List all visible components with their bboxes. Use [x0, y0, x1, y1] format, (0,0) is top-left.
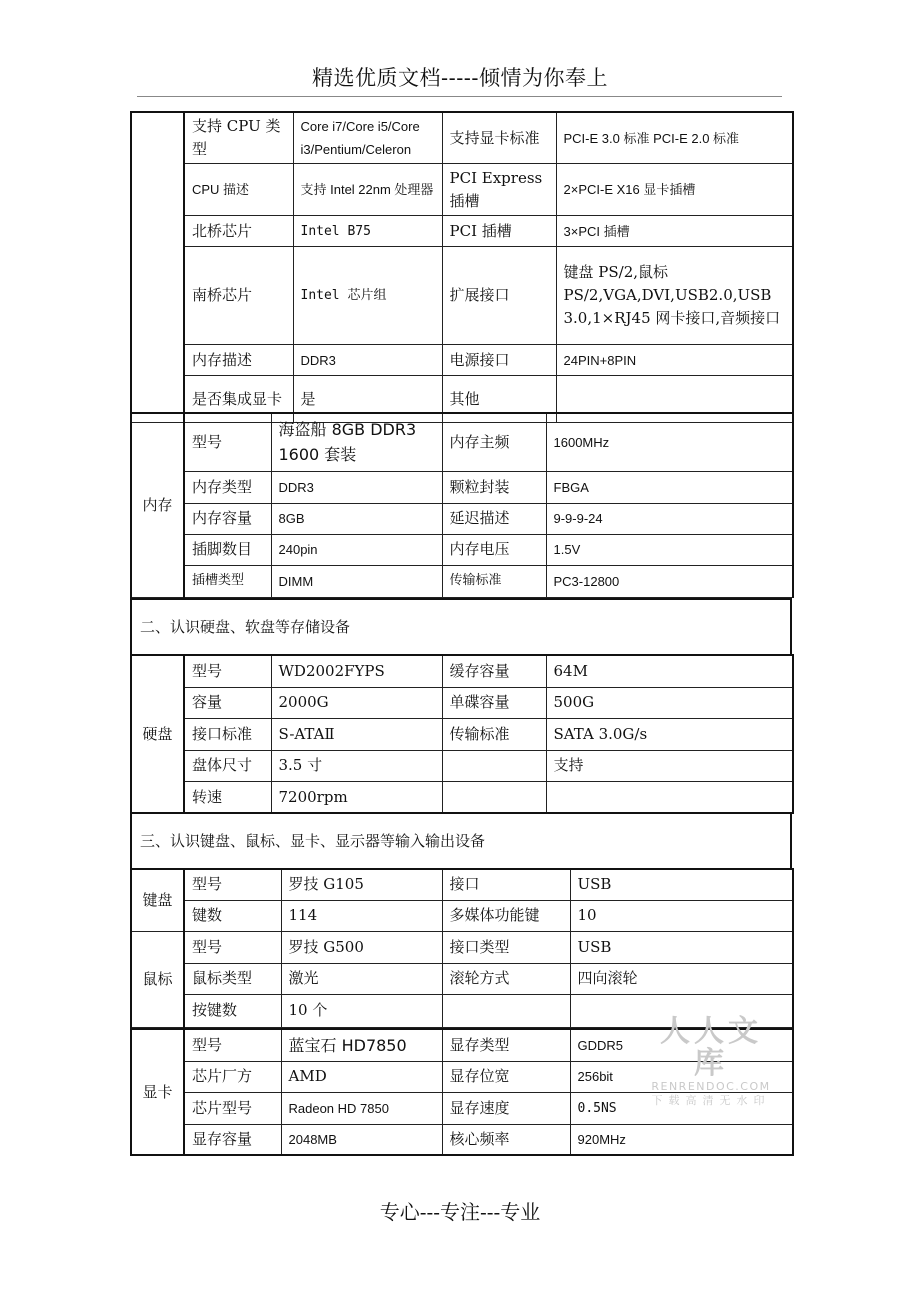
spec-label: 颗粒封装 — [442, 471, 546, 503]
category-label: 硬盘 — [131, 655, 184, 813]
spec-value: S-ATAⅡ — [271, 718, 442, 750]
section-title: 二、认识硬盘、软盘等存储设备 — [131, 599, 791, 655]
watermark-logo — [646, 1016, 776, 1108]
spec-value: DDR3 — [293, 345, 442, 376]
motherboard-spec-table — [130, 111, 794, 423]
table-row — [131, 216, 793, 247]
spec-value: AMD — [281, 1061, 442, 1092]
spec-value: Intel B75 — [293, 216, 442, 247]
spec-label: 缓存容量 — [442, 655, 546, 687]
spec-value: WD2002FYPS — [271, 655, 442, 687]
table-row — [131, 1124, 793, 1155]
spec-label: 接口标准 — [184, 718, 271, 750]
spec-value: 3.5 寸 — [271, 750, 442, 781]
spec-value: 7200rpm — [271, 781, 442, 813]
table-row — [131, 413, 793, 471]
spec-value: GDDR5 — [570, 1029, 793, 1061]
spec-value: 2000G — [271, 687, 442, 718]
spec-value: PC3-12800 — [546, 565, 793, 597]
spec-label: 型号 — [184, 655, 271, 687]
table-row — [131, 655, 793, 687]
spec-value: 8GB — [271, 503, 442, 534]
section-header-storage — [130, 598, 792, 656]
spec-value: 四向滚轮 — [570, 963, 793, 994]
spec-value: 罗技 G500 — [281, 931, 442, 963]
spec-label: 接口 — [442, 869, 570, 900]
table-row — [131, 718, 793, 750]
spec-label: 芯片厂方 — [184, 1061, 281, 1092]
spec-value: USB — [570, 931, 793, 963]
spec-value: SATA 3.0G/s — [546, 718, 793, 750]
spec-value: 是 — [293, 376, 442, 423]
table-row — [131, 164, 793, 216]
spec-label: 型号 — [184, 869, 281, 900]
page-footer: 专心---专注---专业 — [379, 1200, 541, 1224]
spec-value: USB — [570, 869, 793, 900]
table-row — [131, 247, 793, 345]
spec-label: 显存容量 — [184, 1124, 281, 1155]
spec-label — [442, 994, 570, 1027]
spec-value: 24PIN+8PIN — [556, 345, 793, 376]
spec-label: 支持 CPU 类型 — [184, 112, 293, 164]
spec-label: 南桥芯片 — [184, 247, 293, 345]
spec-label: 支持显卡标准 — [442, 112, 556, 164]
spec-value: 蓝宝石 HD7850 — [281, 1029, 442, 1061]
keyboard-mouse-spec-table — [130, 868, 794, 1028]
spec-value: Core i7/Core i5/Core i3/Pentium/Celeron — [293, 112, 442, 164]
spec-value: 2×PCI-E X16 显卡插槽 — [556, 164, 793, 216]
header-divider — [137, 96, 782, 97]
table-row — [131, 781, 793, 813]
spec-label: 北桥芯片 — [184, 216, 293, 247]
spec-value: 激光 — [281, 963, 442, 994]
spec-label: 传输标准 — [442, 718, 546, 750]
spec-value: 920MHz — [570, 1124, 793, 1155]
table-row — [131, 900, 793, 931]
memory-spec-table — [130, 412, 794, 598]
section-title: 三、认识键盘、鼠标、显卡、显示器等输入输出设备 — [131, 813, 791, 869]
spec-label: 键数 — [184, 900, 281, 931]
spec-value: 支持 Intel 22nm 处理器 — [293, 164, 442, 216]
table-row — [131, 750, 793, 781]
spec-label: 转速 — [184, 781, 271, 813]
spec-value: FBGA — [546, 471, 793, 503]
spec-label: 单碟容量 — [442, 687, 546, 718]
spec-label: 按键数 — [184, 994, 281, 1027]
spec-label: 容量 — [184, 687, 271, 718]
spec-label: PCI Express 插槽 — [442, 164, 556, 216]
watermark-tagline: 下载高清无水印 — [651, 1094, 771, 1107]
table-row — [131, 503, 793, 534]
category-label: 内存 — [131, 413, 184, 597]
spec-label: 显存位宽 — [442, 1061, 570, 1092]
spec-value: 海盗船 8GB DDR3 1600 套装 — [271, 413, 442, 471]
spec-value: DDR3 — [271, 471, 442, 503]
spec-label: 鼠标类型 — [184, 963, 281, 994]
spec-value: 500G — [546, 687, 793, 718]
spec-value: 支持 — [546, 750, 793, 781]
table-row — [131, 869, 793, 900]
spec-label: 型号 — [184, 931, 281, 963]
spec-label: 显存速度 — [442, 1092, 570, 1124]
spec-value: 2048MB — [281, 1124, 442, 1155]
spec-label: 内存容量 — [184, 503, 271, 534]
table-row — [131, 565, 793, 597]
spec-value: Radeon HD 7850 — [281, 1092, 442, 1124]
spec-label: 内存电压 — [442, 534, 546, 565]
spec-value: DIMM — [271, 565, 442, 597]
spec-label: CPU 描述 — [184, 164, 293, 216]
spec-label: 型号 — [184, 413, 271, 471]
spec-label: 型号 — [184, 1029, 281, 1061]
table-row — [131, 471, 793, 503]
spec-value: PCI-E 3.0 标准 PCI-E 2.0 标准 — [556, 112, 793, 164]
table-row — [131, 687, 793, 718]
spec-value — [546, 781, 793, 813]
spec-value: 240pin — [271, 534, 442, 565]
spec-value: 0.5NS — [570, 1092, 793, 1124]
table-row — [131, 112, 793, 164]
page-header: 精选优质文档-----倾情为你奉上 — [312, 66, 608, 90]
spec-value: 64M — [546, 655, 793, 687]
spec-label: 核心频率 — [442, 1124, 570, 1155]
spec-label: PCI 插槽 — [442, 216, 556, 247]
spec-label: 多媒体功能键 — [442, 900, 570, 931]
category-label: 键盘 — [131, 869, 184, 931]
spec-label: 内存描述 — [184, 345, 293, 376]
spec-label: 芯片型号 — [184, 1092, 281, 1124]
spec-value: 1.5V — [546, 534, 793, 565]
table-row — [131, 534, 793, 565]
spec-label: 接口类型 — [442, 931, 570, 963]
spec-label: 盘体尺寸 — [184, 750, 271, 781]
table-row — [131, 599, 791, 655]
spec-value: 10 个 — [281, 994, 442, 1027]
spec-label: 内存主频 — [442, 413, 546, 471]
spec-value: 键盘 PS/2,鼠标 PS/2,VGA,DVI,USB2.0,USB 3.0,1×RJ45 网卡接口,音频接口 — [556, 247, 793, 345]
spec-value: 114 — [281, 900, 442, 931]
spec-value: 1600MHz — [546, 413, 793, 471]
spec-label: 是否集成显卡 — [184, 376, 293, 423]
spec-label: 插脚数目 — [184, 534, 271, 565]
table-row — [131, 345, 793, 376]
watermark-domain: RENRENDOC.COM — [651, 1080, 771, 1093]
spec-value: 3×PCI 插槽 — [556, 216, 793, 247]
spec-label — [442, 750, 546, 781]
section-header-io — [130, 812, 792, 870]
spec-value: Intel 芯片组 — [293, 247, 442, 345]
spec-label: 电源接口 — [442, 345, 556, 376]
spec-label: 传输标准 — [442, 565, 546, 597]
category-label: 鼠标 — [131, 931, 184, 1027]
spec-label: 内存类型 — [184, 471, 271, 503]
category-cell-empty — [131, 112, 184, 423]
spec-label: 滚轮方式 — [442, 963, 570, 994]
table-row — [131, 813, 791, 869]
spec-value: 10 — [570, 900, 793, 931]
spec-label: 扩展接口 — [442, 247, 556, 345]
spec-label: 插槽类型 — [184, 565, 271, 597]
spec-value: 256bit — [570, 1061, 793, 1092]
watermark-title: 人人文库 — [660, 1014, 762, 1081]
spec-label: 延迟描述 — [442, 503, 546, 534]
spec-label: 其他 — [442, 376, 556, 423]
category-label: 显卡 — [131, 1029, 184, 1155]
table-row — [131, 931, 793, 963]
spec-value: 9-9-9-24 — [546, 503, 793, 534]
spec-value: 罗技 G105 — [281, 869, 442, 900]
table-row — [131, 963, 793, 994]
harddisk-spec-table — [130, 654, 794, 814]
spec-label: 显存类型 — [442, 1029, 570, 1061]
spec-label — [442, 781, 546, 813]
